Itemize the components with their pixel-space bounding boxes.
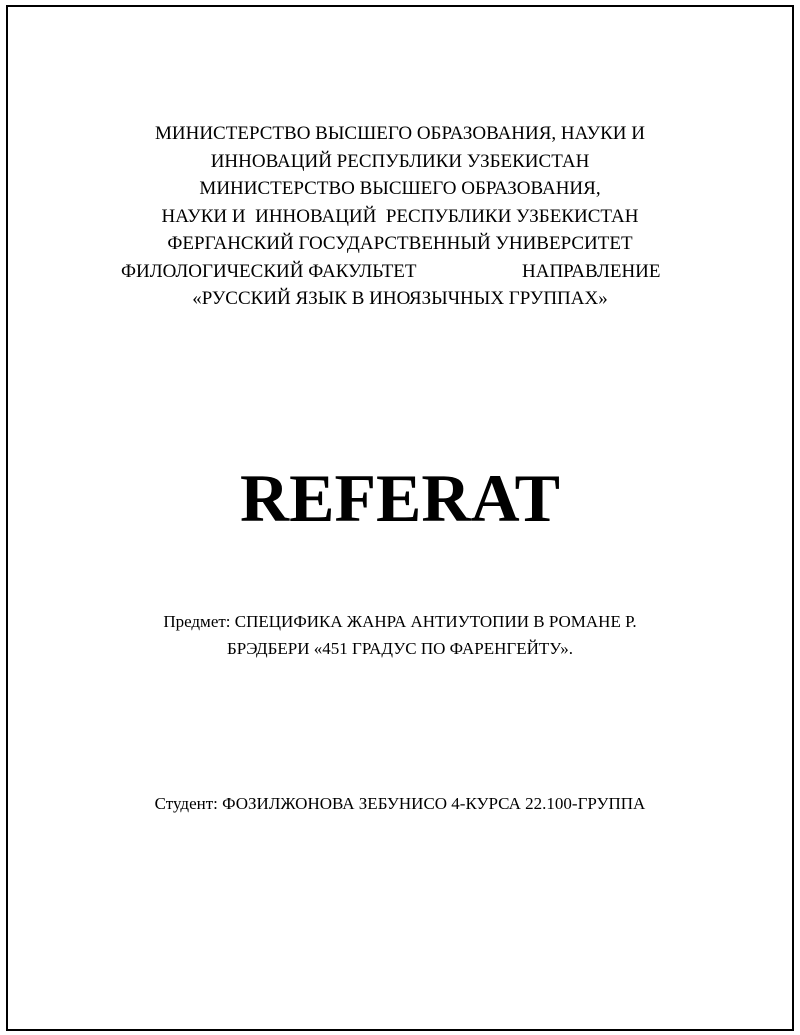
document-title: REFERAT xyxy=(240,460,560,536)
subject-block xyxy=(0,608,800,662)
header-line-ministry-1: МИНИСТЕРСТВО ВЫСШЕГО ОБРАЗОВАНИЯ, НАУКИ И xyxy=(155,123,645,144)
student-info: Студент: ФОЗИЛЖОНОВА ЗЕБУНИСО 4-КУРСА 22.100-ГРУППА xyxy=(154,794,646,813)
subject-line-1: Предмет: СПЕЦИФИКА ЖАНРА АНТИУТОПИИ В РОМАНЕ Р. xyxy=(163,612,637,631)
header-line-ministry-3: МИНИСТЕРСТВО ВЫСШЕГО ОБРАЗОВАНИЯ, xyxy=(199,178,601,199)
institution-header xyxy=(0,120,800,313)
faculty-name: ФИЛОЛОГИЧЕСКИЙ ФАКУЛЬТЕТ xyxy=(121,260,417,282)
header-line-ministry-2: ИННОВАЦИЙ РЕСПУБЛИКИ УЗБЕКИСТАН xyxy=(210,150,590,172)
direction-name: «РУССКИЙ ЯЗЫК В ИНОЯЗЫЧНЫХ ГРУППАХ» xyxy=(192,288,608,309)
subject-line-2: БРЭДБЕРИ «451 ГРАДУС ПО ФАРЕНГЕЙТУ». xyxy=(227,639,573,658)
direction-label: НАПРАВЛЕНИЕ xyxy=(522,260,661,282)
header-line-university: ФЕРГАНСКИЙ ГОСУДАРСТВЕННЫЙ УНИВЕРСИТЕТ xyxy=(167,233,633,254)
faculty-direction-row xyxy=(0,258,800,286)
header-line-ministry-4: НАУКИ И ИННОВАЦИЙ РЕСПУБЛИКИ УЗБЕКИСТАН xyxy=(161,205,639,227)
